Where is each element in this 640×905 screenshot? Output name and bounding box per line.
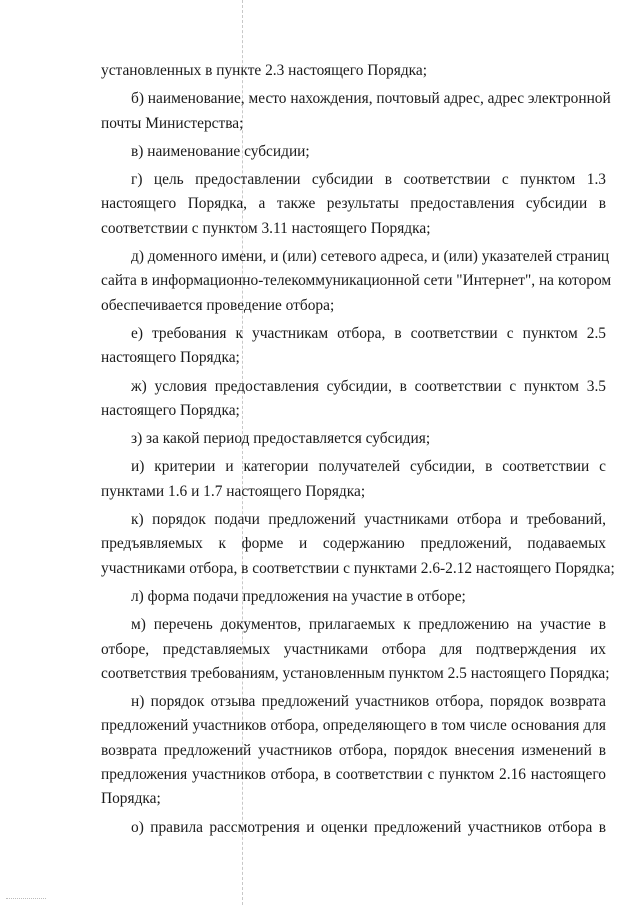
list-item-d xyxy=(101,245,612,318)
text-line: н) порядок отзыва предложений участников отбора, порядок возврата xyxy=(131,693,606,711)
text-line: и) критерии и категории получателей субсидии, в соответствии с xyxy=(131,458,606,476)
text-line: д) доменного имени, и (или) сетевого адреса, и (или) указателей страниц xyxy=(131,248,610,266)
list-item-l xyxy=(101,585,606,609)
list-item-v xyxy=(101,140,606,164)
text-line: соответствии с пунктом 3.11 настоящего Порядка; xyxy=(101,219,431,237)
list-item-k xyxy=(101,508,615,581)
text-line: ж) условия предоставления субсидии, в соответствии с пунктом 3.5 xyxy=(131,377,606,395)
list-item-e xyxy=(101,322,606,371)
scan-artifact xyxy=(6,898,46,899)
list-item-n xyxy=(101,690,606,811)
list-item-i xyxy=(101,455,606,504)
text-line: пунктами 1.6 и 1.7 настоящего Порядка; xyxy=(101,482,366,500)
text-line: настоящего Порядка; xyxy=(101,401,240,419)
text-line: о) правила рассмотрения и оценки предложений участников отбора в xyxy=(131,818,606,836)
text-line: обеспечивается проведение отбора; xyxy=(101,296,335,314)
text-line: отборе, представляемых участниками отбора для подтверждения их xyxy=(101,640,606,658)
text-line: г) цель предоставлении субсидии в соответствии с пунктом 1.3 xyxy=(131,171,606,189)
text-line: настоящего Порядка, а также результаты предоставления субсидии в xyxy=(101,195,606,213)
text-line: предложения участников отбора, в соответствии с пунктом 2.16 настоящего xyxy=(101,766,606,784)
text-line: к) порядок подачи предложений участниками отбора и требований, xyxy=(131,511,606,529)
text-line: участниками отбора, в соответствии с пунктами 2.6-2.12 настоящего Порядка; xyxy=(101,559,615,577)
text-line: м) перечень документов, прилагаемых к предложению на участие в xyxy=(131,616,606,634)
text-line: сайта в информационно-телекоммуникационной сети "Интернет", на котором xyxy=(101,272,612,290)
text-line: почты Министерства; xyxy=(101,114,244,132)
text-line: Порядка; xyxy=(101,790,161,808)
text-line: настоящего Порядка; xyxy=(101,349,240,367)
list-item-zh xyxy=(101,375,606,424)
text-line: з) за какой период предоставляется субсидия; xyxy=(131,430,431,448)
text-line: установленных в пункте 2.3 настоящего Порядка; xyxy=(101,62,428,79)
text-line: в) наименование субсидии; xyxy=(131,142,310,160)
list-item-g xyxy=(101,168,606,241)
text-line: л) форма подачи предложения на участие в отборе; xyxy=(131,587,466,605)
document-body xyxy=(101,59,615,844)
list-item-m xyxy=(101,613,610,686)
paragraph-continuation xyxy=(101,59,606,83)
text-line: возврата предложений участников отбора, порядок внесения изменений в xyxy=(101,741,606,759)
text-line: предложений участников отбора, определяющего в том числе основания для xyxy=(101,717,606,735)
list-item-o xyxy=(101,816,606,840)
text-line: соответствия требованиям, установленным пунктом 2.5 настоящего Порядка; xyxy=(101,664,610,682)
text-line: е) требования к участникам отбора, в соответствии с пунктом 2.5 xyxy=(131,324,606,342)
text-line: б) наименование, место нахождения, почтовый адрес, адрес электронной xyxy=(131,90,611,108)
list-item-z xyxy=(101,427,606,451)
list-item-b xyxy=(101,87,611,136)
text-line: предъявляемых к форме и содержанию предложений, подаваемых xyxy=(101,535,606,553)
